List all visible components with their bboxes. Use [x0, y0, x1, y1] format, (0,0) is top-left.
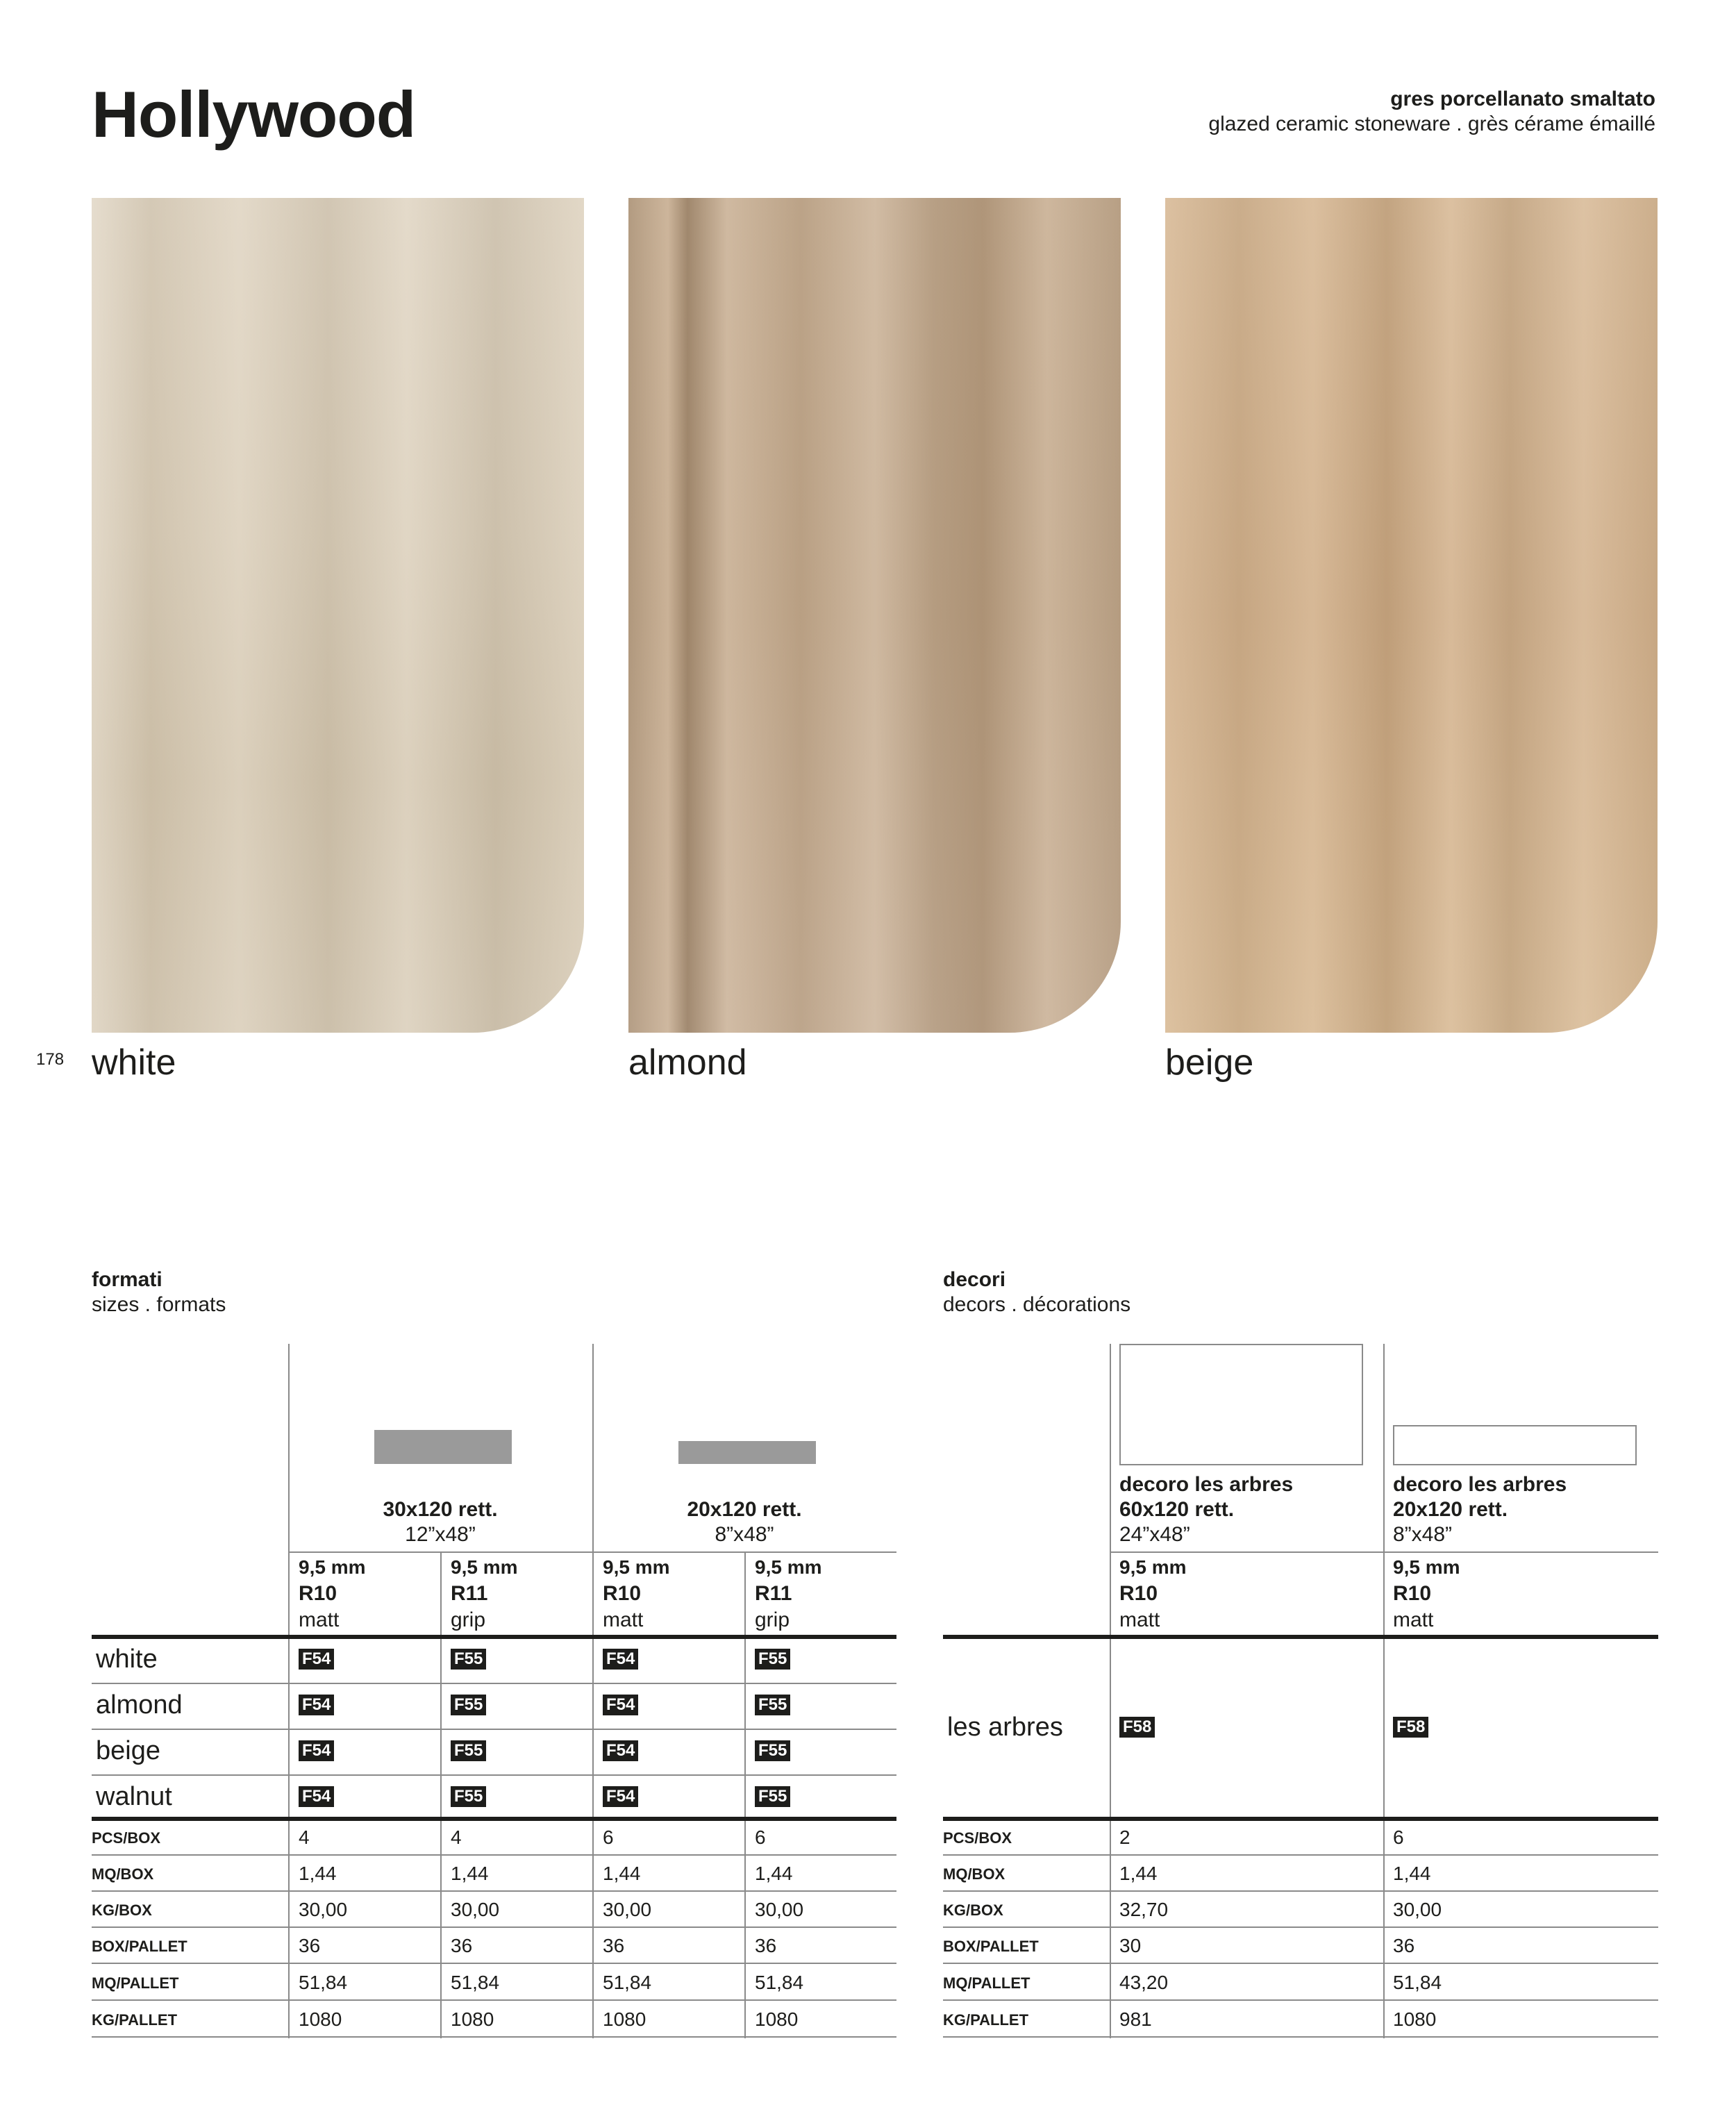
- metric-label: KG/BOX: [92, 1901, 152, 1919]
- metric-value: 43,20: [1119, 1972, 1169, 1993]
- metric-value: 6: [755, 1826, 766, 1848]
- formati-heading: formati: [92, 1268, 162, 1291]
- metric-value: 1,44: [1393, 1863, 1431, 1884]
- code-badge: F54: [603, 1695, 638, 1715]
- swatch-beige-image: [1165, 198, 1658, 1033]
- code-badge: F55: [451, 1695, 486, 1715]
- decori-thick-rule: [943, 1635, 1658, 1639]
- swatch-label-beige: beige: [1165, 1042, 1254, 1083]
- spec-column: [603, 1554, 670, 1633]
- spec-finish: matt: [1119, 1608, 1160, 1631]
- decor-inches: 24”x48”: [1119, 1523, 1190, 1546]
- decori-divider: [1383, 1344, 1385, 2038]
- metric-value: 32,70: [1119, 1899, 1169, 1920]
- metric-value: 1080: [755, 2008, 799, 2030]
- code-badge: F54: [299, 1695, 334, 1715]
- metric-value: 981: [1119, 2008, 1152, 2030]
- metric-value: 2: [1119, 1826, 1130, 1848]
- metric-value: 51,84: [755, 1972, 804, 1993]
- formati-thick-rule: [92, 1817, 896, 1821]
- spec-finish: matt: [299, 1608, 340, 1631]
- metric-label: MQ/BOX: [92, 1865, 154, 1883]
- metric-value: 4: [451, 1826, 462, 1848]
- spec-slip: R10: [299, 1582, 337, 1605]
- formati-subheading: sizes . formats: [92, 1293, 226, 1316]
- row-label: les arbres: [947, 1713, 1063, 1742]
- spec-slip: R11: [451, 1582, 488, 1605]
- swatch-almond-image: [628, 198, 1121, 1033]
- metric-value: 1,44: [299, 1863, 337, 1884]
- row-label: beige: [96, 1736, 160, 1765]
- size-name: 30x120 rett.: [383, 1498, 498, 1521]
- tile-60x120-icon: [1119, 1344, 1363, 1465]
- row-rule: [943, 1854, 1658, 1856]
- code-badge: F54: [299, 1649, 334, 1670]
- spec-finish: matt: [603, 1608, 644, 1631]
- row-label: almond: [96, 1690, 183, 1720]
- row-rule: [92, 1854, 896, 1856]
- spec-column: [451, 1554, 518, 1633]
- spec-slip: R10: [1393, 1582, 1432, 1605]
- swatch-white-image: [92, 198, 584, 1033]
- row-rule: [92, 1999, 896, 2001]
- metric-value: 30,00: [755, 1899, 804, 1920]
- metric-value: 36: [603, 1935, 625, 1956]
- row-rule: [92, 1963, 896, 1964]
- row-rule: [92, 1926, 896, 1928]
- code-badge: F55: [451, 1649, 486, 1670]
- spec-slip: R11: [755, 1582, 792, 1605]
- metric-value: 30,00: [603, 1899, 652, 1920]
- swatch-label-almond: almond: [628, 1042, 747, 1083]
- metric-value: 1080: [299, 2008, 342, 2030]
- row-rule: [943, 1926, 1658, 1928]
- row-label: white: [96, 1645, 158, 1674]
- decor-name: decoro les arbres: [1119, 1473, 1294, 1496]
- code-badge: F55: [755, 1740, 790, 1761]
- decori-thick-rule: [943, 1817, 1658, 1821]
- swatch-label-white: white: [92, 1042, 176, 1083]
- metric-value: 1,44: [755, 1863, 793, 1884]
- page-number: 178: [36, 1050, 65, 1069]
- formati-header-rule: [288, 1551, 896, 1553]
- metric-label: BOX/PALLET: [943, 1938, 1039, 1955]
- metric-label: KG/BOX: [943, 1901, 1003, 1919]
- size-inches: 12”x48”: [405, 1523, 476, 1546]
- row-label: walnut: [96, 1782, 172, 1811]
- code-badge: F55: [451, 1740, 486, 1761]
- metric-value: 30,00: [1393, 1899, 1442, 1920]
- code-badge: F54: [603, 1649, 638, 1670]
- code-badge: F55: [755, 1786, 790, 1807]
- decor-size: 20x120 rett.: [1393, 1498, 1508, 1521]
- metric-label: KG/PALLET: [92, 2011, 178, 2029]
- code-badge: F54: [299, 1740, 334, 1761]
- metric-value: 30,00: [451, 1899, 500, 1920]
- tile-20x120-icon: [1393, 1425, 1637, 1465]
- metric-label: MQ/BOX: [943, 1865, 1005, 1883]
- metric-value: 36: [755, 1935, 777, 1956]
- metric-value: 6: [603, 1826, 614, 1848]
- metric-value: 6: [1393, 1826, 1404, 1848]
- metric-value: 51,84: [299, 1972, 348, 1993]
- metric-value: 1080: [603, 2008, 646, 2030]
- page-title: Hollywood: [92, 78, 416, 151]
- product-type-italian: gres porcellanato smaltato: [1390, 88, 1655, 110]
- code-badge: F58: [1393, 1717, 1428, 1738]
- spec-thickness: 9,5 mm: [755, 1556, 822, 1578]
- spec-column: [1393, 1554, 1460, 1633]
- code-badge: F54: [603, 1786, 638, 1807]
- metric-label: MQ/PALLET: [943, 1974, 1030, 1992]
- decori-subheading: decors . décorations: [943, 1293, 1131, 1316]
- spec-thickness: 9,5 mm: [1119, 1556, 1187, 1578]
- metric-value: 1080: [451, 2008, 494, 2030]
- spec-finish: matt: [1393, 1608, 1434, 1631]
- spec-column: [299, 1554, 366, 1633]
- code-badge: F58: [1119, 1717, 1155, 1738]
- metric-label: PCS/BOX: [943, 1829, 1012, 1847]
- metric-label: MQ/PALLET: [92, 1974, 179, 1992]
- formati-divider: [592, 1344, 594, 2038]
- row-rule: [943, 1890, 1658, 1892]
- metric-value: 36: [1393, 1935, 1415, 1956]
- metric-value: 36: [451, 1935, 473, 1956]
- row-rule: [92, 2036, 896, 2038]
- row-rule: [92, 1683, 896, 1684]
- metric-value: 1080: [1393, 2008, 1437, 2030]
- spec-thickness: 9,5 mm: [299, 1556, 366, 1578]
- metric-value: 4: [299, 1826, 310, 1848]
- metric-label: PCS/BOX: [92, 1829, 161, 1847]
- decor-size: 60x120 rett.: [1119, 1498, 1235, 1521]
- decor-name: decoro les arbres: [1393, 1473, 1567, 1496]
- metric-value: 51,84: [603, 1972, 652, 1993]
- row-rule: [943, 1963, 1658, 1964]
- code-badge: F54: [603, 1740, 638, 1761]
- code-badge: F54: [299, 1786, 334, 1807]
- row-rule: [943, 1999, 1658, 2001]
- code-badge: F55: [451, 1786, 486, 1807]
- size-inches: 8”x48”: [715, 1523, 774, 1546]
- decori-heading: decori: [943, 1268, 1006, 1291]
- spec-thickness: 9,5 mm: [451, 1556, 518, 1578]
- spec-finish: grip: [451, 1608, 486, 1631]
- metric-value: 30: [1119, 1935, 1142, 1956]
- formati-divider: [440, 1552, 442, 2038]
- formati-divider: [744, 1552, 746, 2038]
- row-rule: [92, 1729, 896, 1730]
- code-badge: F55: [755, 1649, 790, 1670]
- tile-20x120-icon: [678, 1441, 816, 1464]
- metric-label: KG/PALLET: [943, 2011, 1029, 2029]
- formati-divider: [288, 1344, 290, 2038]
- spec-thickness: 9,5 mm: [1393, 1556, 1460, 1578]
- row-rule: [92, 1774, 896, 1776]
- spec-slip: R10: [1119, 1582, 1158, 1605]
- tile-30x120-icon: [374, 1430, 512, 1464]
- decori-header-rule: [1110, 1551, 1658, 1553]
- product-type-translations: glazed ceramic stoneware . grès cérame émaillé: [1208, 113, 1655, 135]
- metric-value: 36: [299, 1935, 321, 1956]
- size-name: 20x120 rett.: [687, 1498, 802, 1521]
- spec-thickness: 9,5 mm: [603, 1556, 670, 1578]
- formati-thick-rule: [92, 1635, 896, 1639]
- row-rule: [943, 2036, 1658, 2038]
- row-rule: [92, 1890, 896, 1892]
- spec-column: [1119, 1554, 1187, 1633]
- code-badge: F55: [755, 1695, 790, 1715]
- spec-finish: grip: [755, 1608, 790, 1631]
- metric-label: BOX/PALLET: [92, 1938, 187, 1955]
- decori-divider: [1110, 1344, 1111, 2038]
- metric-value: 30,00: [299, 1899, 348, 1920]
- metric-value: 1,44: [451, 1863, 489, 1884]
- metric-value: 51,84: [451, 1972, 500, 1993]
- metric-value: 51,84: [1393, 1972, 1442, 1993]
- metric-value: 1,44: [1119, 1863, 1158, 1884]
- decor-inches: 8”x48”: [1393, 1523, 1453, 1546]
- spec-slip: R10: [603, 1582, 642, 1605]
- spec-column: [755, 1554, 822, 1633]
- metric-value: 1,44: [603, 1863, 641, 1884]
